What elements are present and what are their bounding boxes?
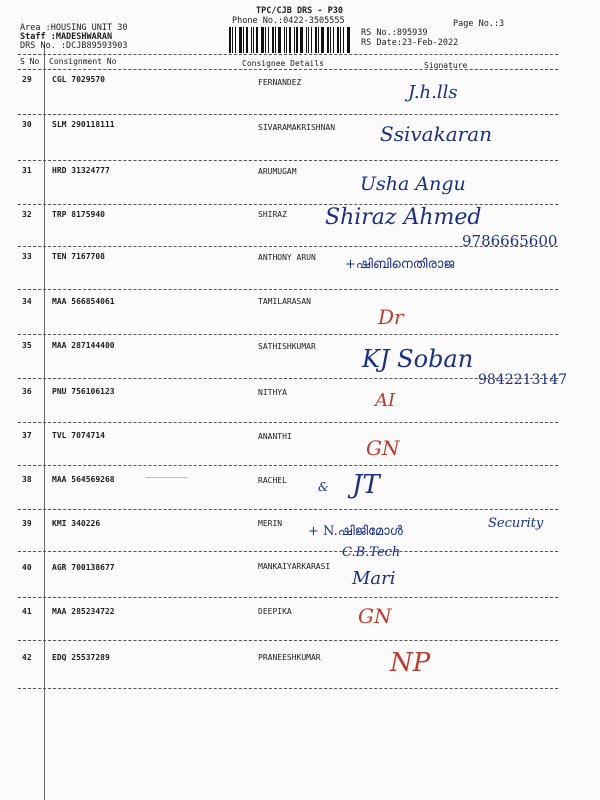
row-separator — [18, 289, 558, 290]
row-sno: 34 — [22, 297, 32, 306]
row-sno: 39 — [22, 519, 32, 528]
row-separator — [18, 160, 558, 161]
row-separator — [18, 378, 558, 379]
row-separator — [18, 597, 558, 598]
row-signature: AI — [375, 390, 396, 411]
row-sno: 29 — [22, 75, 32, 84]
row-sno: 35 — [22, 341, 32, 350]
row-consignee: MANKAIYARKARASI — [258, 562, 331, 571]
row-consignee: TAMILARASAN — [258, 297, 311, 306]
row-signature: +ഷിബിനെതിരാജ — [345, 257, 455, 272]
row-signature: Mari — [352, 568, 396, 589]
row-sno: 36 — [22, 387, 32, 396]
header-rule — [18, 54, 558, 55]
row-separator — [18, 114, 558, 115]
page-number: Page No.:3 — [453, 19, 505, 29]
rs-number: RS No.:895939 — [361, 28, 428, 38]
row-consignee: SIVARAMAKRISHNAN — [258, 123, 336, 132]
column-header-consignee: Consignee Details — [242, 59, 324, 68]
row-consignment-no: MAA 287144400 — [52, 341, 115, 350]
row-consignee: SATHISHKUMAR — [258, 342, 316, 351]
row-separator — [18, 688, 558, 689]
row-consignee: FERNANDEZ — [258, 78, 302, 87]
ampersand-mark: & — [318, 480, 329, 494]
row-separator — [18, 509, 558, 510]
rs-date: RS Date:23-Feb-2022 — [361, 38, 459, 48]
row-consignee: ARUMUGAM — [258, 167, 297, 176]
row-consignment-no: KMI 340226 — [52, 519, 101, 528]
row-signature-phone: 9786665600 — [462, 232, 558, 250]
row-signature: Ssivakaran — [380, 122, 492, 146]
row-consignment-no: TVL 7074714 — [52, 431, 105, 440]
row-sno: 31 — [22, 166, 32, 175]
row-consignee: ANTHONY ARUN — [258, 253, 316, 262]
row-separator — [18, 551, 558, 552]
row-signature: J.h.lls — [408, 82, 458, 103]
row-signature: GN — [366, 436, 400, 460]
document-title: TPC/CJB DRS - P30 — [256, 6, 343, 16]
row-consignment-no: MAA 564569268 — [52, 475, 115, 484]
row-signature: Usha Angu — [360, 173, 466, 195]
row-consignment-no: AGR 700138677 — [52, 563, 115, 572]
row-sno: 42 — [22, 653, 32, 662]
row-sno: 40 — [22, 563, 32, 572]
row-consignee: ANANTHI — [258, 432, 292, 441]
row-signature: Shiraz Ahmed — [325, 205, 482, 230]
row-consignment-no: MAA 285234722 — [52, 607, 115, 616]
row-consignee: RACHEL — [258, 476, 287, 485]
row-sno: 41 — [22, 607, 32, 616]
row-signature: NP — [390, 648, 431, 678]
pencil-scribble-mark: ~~~~~~~~~~~~~ — [145, 474, 187, 482]
row-consignee: NITHYA — [258, 388, 287, 397]
column-header-consignment: Consignment No — [49, 57, 117, 66]
row-separator — [18, 422, 558, 423]
row-separator — [18, 640, 558, 641]
area-label: Area :HOUSING UNIT 30 — [20, 23, 128, 33]
row-sno: 33 — [22, 252, 32, 261]
row-signature-note: Security — [488, 516, 544, 531]
row-signature-phone: 9842213147 — [478, 372, 568, 388]
row-consignee: SHIRAZ — [258, 210, 287, 219]
row-sno: 37 — [22, 431, 32, 440]
phone-number: Phone No.:0422-3505555 — [232, 16, 345, 26]
row-separator — [18, 465, 558, 466]
row-consignee: DEEPIKA — [258, 607, 292, 616]
row-consignment-no: EDQ 25537289 — [52, 653, 110, 662]
row-signature: JT — [352, 470, 380, 500]
row-consignee: MERIN — [258, 519, 283, 528]
row-separator — [18, 334, 558, 335]
row-signature-note: C.B.Tech — [342, 545, 401, 560]
row-signature: Dr — [378, 305, 404, 329]
row-consignment-no: TRP 8175940 — [52, 210, 105, 219]
row-sno: 38 — [22, 475, 32, 484]
header-rule — [18, 69, 558, 70]
row-sno: 32 — [22, 210, 32, 219]
row-consignment-no: CGL 7029570 — [52, 75, 105, 84]
drs-number: DRS No. :DCJB89593903 — [20, 41, 128, 51]
row-consignment-no: PNU 756106123 — [52, 387, 115, 396]
row-signature: KJ Soban — [362, 345, 474, 373]
row-consignment-no: SLM 290118111 — [52, 120, 115, 129]
column-header-sno: S No — [20, 57, 40, 66]
row-separator — [18, 246, 558, 247]
row-consignment-no: MAA 566854061 — [52, 297, 115, 306]
row-consignment-no: TEN 7167708 — [52, 252, 105, 261]
column-header-signature: Signature — [424, 61, 468, 70]
staff-label: Staff :MADESHWARAN — [20, 32, 113, 42]
row-signature: GN — [358, 604, 392, 628]
row-signature: + N.ഷിജിമോൾ — [308, 524, 403, 539]
barcode — [229, 27, 353, 53]
row-consignee: PRANEESHKUMAR — [258, 653, 321, 662]
row-sno: 30 — [22, 120, 32, 129]
row-consignment-no: HRD 31324777 — [52, 166, 110, 175]
